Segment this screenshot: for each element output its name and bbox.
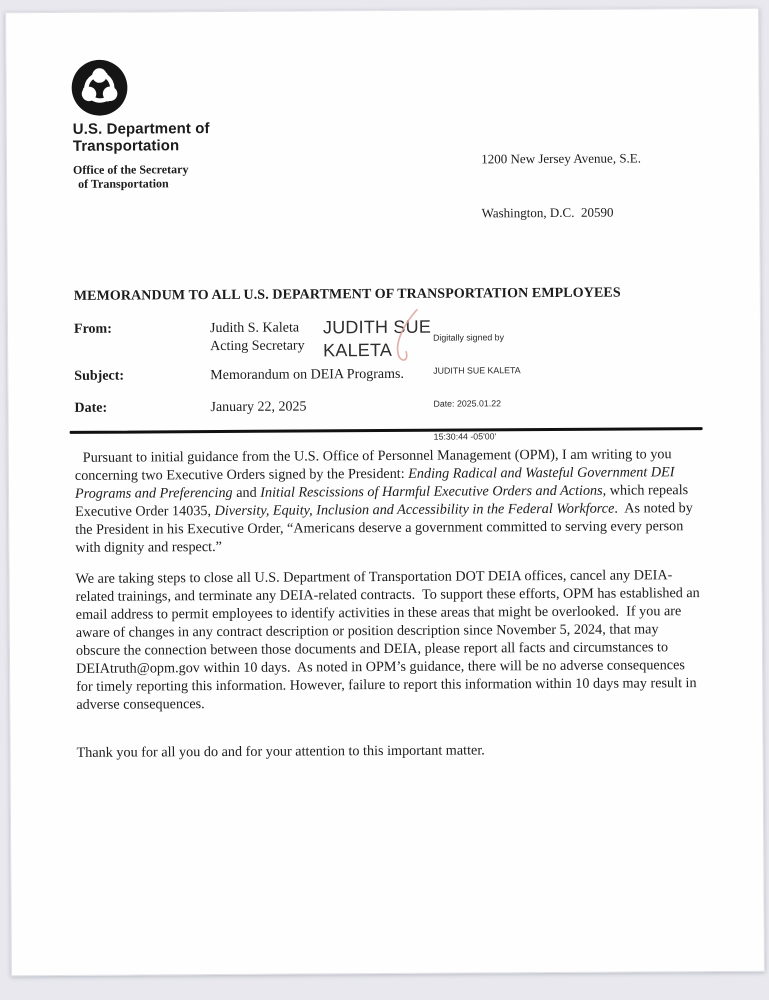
date-label: Date: bbox=[74, 400, 108, 416]
mailing-address bbox=[481, 113, 642, 258]
agency-name-line1: U.S. Department of bbox=[72, 120, 210, 138]
agency-block bbox=[72, 58, 210, 191]
signature-detail-line1: Digitally signed by bbox=[433, 332, 504, 343]
from-title-line: Acting Secretary bbox=[210, 337, 305, 354]
signature-name-line1: JUDITH SUE bbox=[322, 316, 432, 338]
office-name bbox=[73, 162, 210, 191]
signature-name-line2: KALETA bbox=[323, 339, 393, 360]
signature-flourish-icon bbox=[389, 307, 423, 371]
dot-logo-icon bbox=[70, 59, 128, 117]
address-line1: 1200 New Jersey Avenue, S.E. bbox=[481, 150, 642, 167]
date-row bbox=[74, 396, 700, 417]
subject-label: Subject: bbox=[74, 368, 125, 384]
digital-signature bbox=[322, 312, 573, 442]
separator-rule bbox=[70, 427, 703, 434]
memo-page bbox=[5, 8, 765, 977]
address-line2: Washington, D.C. 20590 bbox=[481, 204, 614, 221]
signature-detail-line4: 15:30:44 -05'00' bbox=[433, 431, 497, 442]
from-value bbox=[210, 319, 305, 355]
signature-detail-line2: JUDITH SUE KALETA bbox=[433, 365, 521, 376]
letterhead bbox=[72, 55, 699, 261]
subject-row bbox=[74, 364, 700, 385]
from-label: From: bbox=[73, 321, 112, 337]
office-name-line1: Office of the Secretary bbox=[72, 162, 189, 177]
office-name-line2: of Transportation bbox=[78, 176, 169, 191]
date-value: January 22, 2025 bbox=[210, 398, 307, 415]
agency-name-line2: Transportation bbox=[72, 137, 180, 155]
memo-title: MEMORANDUM TO ALL U.S. DEPARTMENT OF TRANSPORTATION EMPLOYEES bbox=[73, 285, 621, 304]
agency-name bbox=[73, 120, 210, 155]
subject-value: Memorandum on DEIA Programs. bbox=[210, 366, 404, 384]
signature-details bbox=[433, 310, 521, 465]
body-paragraph-3: Thank you for all you do and for your attention to this important matter. bbox=[76, 742, 485, 761]
body-paragraph-1: Pursuant to initial guidance from the U.S. Office of Personnel Management (OPM), I am writing to you concerning two Executive Orders signed by the President: Ending Radical and Wasteful Government DEI Programs and Preferencing and Initial Rescissions of Harmful Executive Orders and Actions, which repeals Executive Order 14035, Diversity, Equity, Inclusion and Accessibility in the Federal Workforce. As noted by the President in his Executive Order, “Americans deserve a government committed to serving every person with dignity and respect.” bbox=[74, 446, 697, 556]
body-paragraph-2: We are taking steps to close all U.S. Department of Transportation DOT DEIA offices, cancel any DEIA-related trainings, and terminate any DEIA-related contracts. To support these efforts, OPM has established an email address to permit employees to identify activities in these areas that might be overlooked. If you are aware of changes in any contract description or position description since November 5, 2024, that may obscure the connection between those documents and DEIA, please report all facts and circumstances to DEIAtruth@opm.gov within 10 days. As noted in OPM’s guidance, there will be no adverse consequences for timely reporting this information. However, failure to report this information within 10 days may result in adverse consequences. bbox=[75, 567, 704, 713]
from-name: Judith S. Kaleta bbox=[209, 320, 300, 337]
signature-detail-line3: Date: 2025.01.22 bbox=[433, 398, 501, 409]
